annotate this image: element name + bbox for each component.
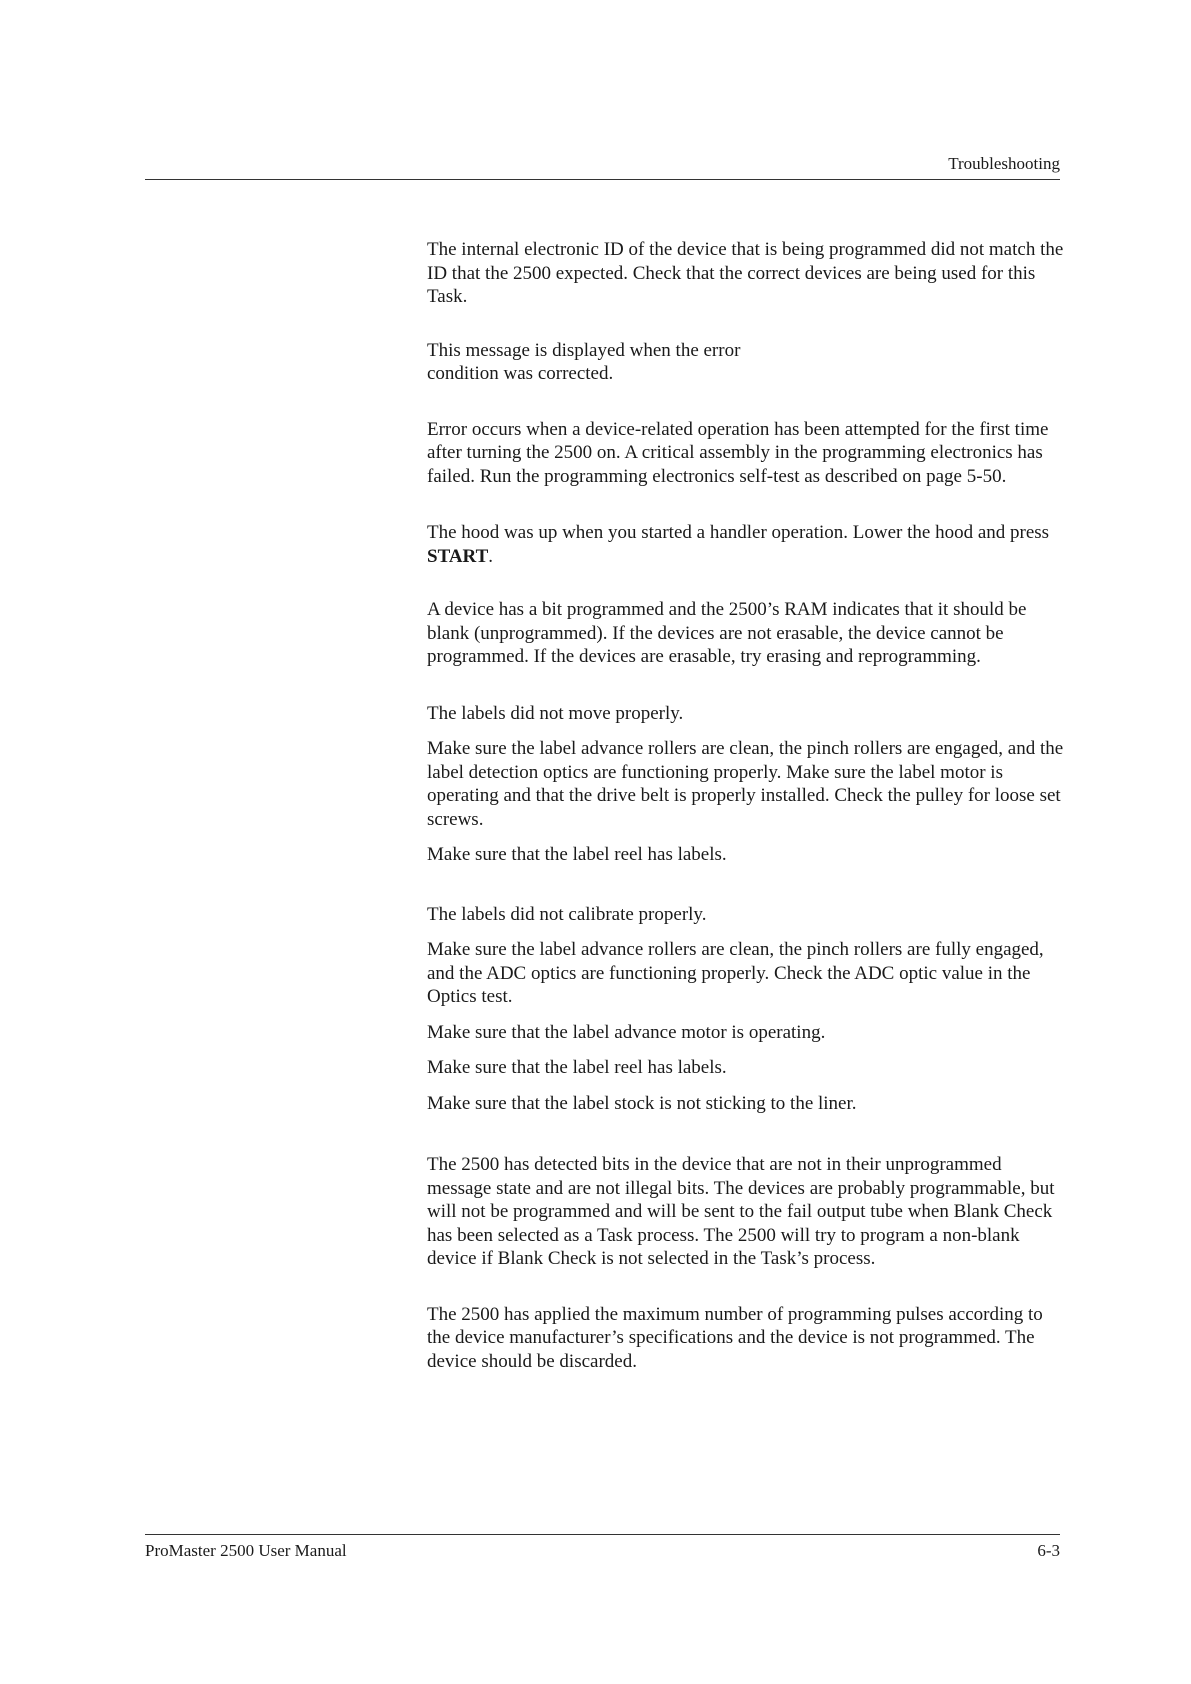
entry-summary: The labels did not calibrate properly. (427, 903, 707, 925)
entry-text: Make sure that the label reel has labels. (427, 1057, 727, 1078)
running-header: Troubleshooting (948, 154, 1060, 173)
entry-text: The 2500 has applied the maximum number of programming pulses according to the device manufacturer’s specifications and the device is not programmed. The device should be discarded. (427, 1303, 1043, 1372)
entry-bit-programmed (427, 598, 1067, 669)
header-divider (145, 179, 1060, 180)
entry-labels-not-calibrating (427, 903, 1067, 1116)
entry-text: This message is displayed when the error condition was corrected. (427, 339, 741, 384)
entry-labels-not-moving (427, 702, 1067, 867)
entry-text: The 2500 has detected bits in the device that are not in their unprogrammed message state and are not illegal bits. The devices are probably programmable, but will not be programmed and will be sent to the fail output tube when Blank Check has been selected as a Task process. The 2500 will try to program a non-blank device if Blank Check is not selected in the Task’s process. (427, 1154, 1055, 1269)
start-key-label: START (427, 545, 489, 567)
entry-electronics-failed (427, 418, 1067, 489)
entry-text: Make sure the label advance rollers are clean, the pinch rollers are engaged, and the label detection optics are functioning properly. Make sure the label motor is operating and that the drive belt is properly installed. Check the pulley for loose set screws. (427, 738, 1064, 830)
entry-device-id-mismatch (427, 238, 1067, 309)
entry-text: A device has a bit programmed and the 2500’s RAM indicates that it should be blank (unprogrammed). If the devices are not erasable, the device cannot be programmed. If the devices are erasable, try erasing and reprogramming. (427, 599, 1027, 667)
entry-text: Make sure that the label reel has labels. (427, 844, 727, 865)
troubleshooting-entries (427, 238, 1067, 1401)
entry-error-corrected (427, 339, 1067, 386)
entry-max-pulses (427, 1303, 1067, 1374)
entry-text-lead: The hood was up when you started a handler operation. Lower the hood and press (427, 522, 1050, 543)
entry-text-tail: . (488, 545, 494, 567)
entry-summary: The labels did not move properly. (427, 702, 684, 724)
entry-text: Error occurs when a device-related operation has been attempted for the first time after turning the 2500 on. A critical assembly in the programming electronics has failed. Run the programming electronics self-test as described on page 5-50. (427, 418, 1049, 487)
entry-hood-up (427, 521, 1067, 568)
footer-divider (145, 1534, 1060, 1535)
entry-non-blank-device (427, 1153, 1067, 1271)
entry-text: The internal electronic ID of the device that is being programmed did not match the ID that the 2500 expected. Check that the correct devices are being used for this Task. (427, 239, 1064, 307)
entry-text: Make sure the label advance rollers are clean, the pinch rollers are fully engaged, and the ADC optics are functioning properly. Check the ADC optic value in the Optics test. (427, 939, 1044, 1007)
page-number: 6-3 (1037, 1541, 1060, 1560)
entry-text: Make sure that the label advance motor is operating. (427, 1021, 826, 1043)
entry-text: Make sure that the label stock is not sticking to the liner. (427, 1092, 857, 1114)
entry-text (427, 521, 1067, 568)
manual-title: ProMaster 2500 User Manual (145, 1541, 347, 1560)
